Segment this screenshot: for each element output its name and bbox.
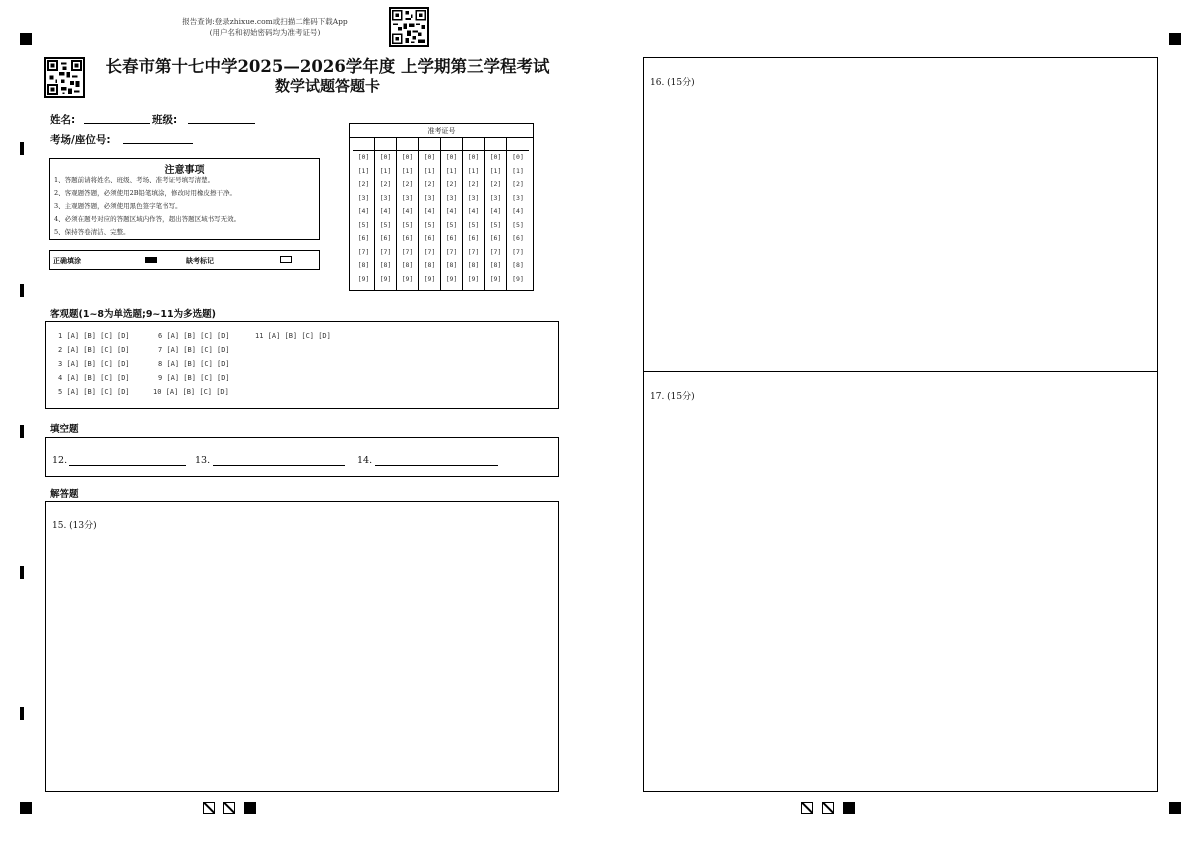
admission-digit-bubble[interactable]: [7] (423, 247, 436, 256)
admission-digit-column (463, 138, 485, 290)
side-timing-mark (20, 707, 24, 720)
objective-answer-box (45, 321, 559, 409)
admission-digit-bubble[interactable]: [5] (423, 220, 436, 229)
name-label: 姓名: (50, 114, 76, 126)
admission-digit-bubble[interactable]: [4] (401, 207, 414, 215)
admission-digit-bubble[interactable]: [5] (467, 220, 480, 229)
choice-question-10[interactable]: 10 [A] [B] [C] [D] (153, 388, 229, 396)
notice-item: 3、主观题答题，必须使用黑色签字笔书写。 (54, 202, 182, 210)
correct-fill-label: 正确填涂 (53, 257, 81, 265)
admission-digit-bubble[interactable]: [7] (357, 247, 370, 256)
admission-digit-bubble[interactable]: [9] (379, 274, 392, 283)
admission-digit-bubble[interactable]: [7] (467, 247, 480, 256)
side-timing-mark (20, 142, 24, 155)
question-13-label: 13. (195, 455, 211, 466)
choice-question-3[interactable]: 3 [A] [B] [C] [D] (58, 360, 130, 368)
page-title: 长春市第十七中学2025—2026学年度 上学期第三学程考试 (105, 57, 550, 76)
admission-digit-bubble[interactable]: [9] (489, 274, 502, 283)
admission-digit-bubble[interactable]: [0] (489, 153, 502, 161)
admission-digit-write-box[interactable] (353, 138, 374, 151)
qr-code-icon (44, 57, 85, 98)
admission-digit-bubble[interactable]: [5] (489, 220, 502, 229)
page-code-solid-icon (843, 802, 855, 814)
absent-mark-box[interactable] (280, 256, 292, 263)
choice-question-4[interactable]: 4 [A] [B] [C] [D] (58, 374, 130, 382)
notice-item: 2、客观题答题，必须使用2B铅笔填涂，修改时用橡皮擦干净。 (54, 189, 237, 197)
admission-digit-bubble[interactable]: [5] (512, 220, 524, 229)
admission-digit-bubble[interactable]: [0] (357, 153, 370, 161)
admission-digit-bubble[interactable]: [8] (423, 261, 436, 269)
admission-digit-column (375, 138, 397, 290)
admission-digit-bubble[interactable]: [4] (445, 207, 458, 215)
choice-question-11[interactable]: 11 [A] [B] [C] [D] (255, 332, 331, 340)
admission-digit-column (507, 138, 529, 290)
fill-legend (49, 250, 320, 270)
admission-digit-bubble[interactable]: [8] (445, 261, 458, 269)
corner-mark-top-left (20, 33, 32, 45)
qr-code-icon (389, 7, 429, 47)
page-code-solid-icon (244, 802, 256, 814)
choice-question-8[interactable]: 8 [A] [B] [C] [D] (158, 360, 230, 368)
choice-question-6[interactable]: 6 [A] [B] [C] [D] (158, 332, 230, 340)
class-label: 班级: (152, 114, 178, 126)
corner-mark-bottom-left (20, 802, 32, 814)
admission-digit-bubble[interactable]: [4] (467, 207, 480, 215)
admission-digit-bubble[interactable]: [3] (423, 193, 436, 202)
admission-digit-bubble[interactable]: [8] (467, 261, 480, 269)
question-15-label: 15. (13分) (52, 521, 97, 531)
choice-question-5[interactable]: 5 [A] [B] [C] [D] (58, 388, 130, 396)
report-info-line2: (用户名和初始密码均为准考证号) (209, 28, 321, 37)
admission-digit-bubble[interactable]: [6] (489, 234, 502, 242)
admission-digit-bubble[interactable]: [2] (423, 180, 436, 188)
page-code-slash-icon (801, 802, 813, 814)
admission-digit-bubble[interactable]: [1] (423, 166, 436, 175)
admission-digit-bubble[interactable]: [9] (467, 274, 480, 283)
admission-digit-bubble[interactable]: [0] (423, 153, 436, 161)
admission-digit-bubble[interactable]: [1] (379, 166, 392, 175)
admission-digit-bubble[interactable]: [2] (445, 180, 458, 188)
question-14-label: 14. (357, 455, 373, 466)
admission-digit-bubble[interactable]: [0] (512, 153, 524, 161)
admission-digit-bubble[interactable]: [0] (401, 153, 414, 161)
question-16-answer-area[interactable] (644, 58, 1157, 370)
question-13-blank[interactable] (213, 465, 345, 466)
admission-digit-bubble[interactable]: [9] (445, 274, 458, 283)
side-timing-mark (20, 566, 24, 579)
admission-digit-bubble[interactable]: [8] (357, 261, 370, 269)
admission-digit-write-box[interactable] (419, 138, 440, 151)
admission-digit-bubble[interactable]: [9] (512, 274, 524, 283)
admission-digit-bubble[interactable]: [6] (423, 234, 436, 242)
admission-digit-column (353, 138, 375, 290)
admission-digit-bubble[interactable]: [4] (512, 207, 524, 215)
admission-digit-bubble[interactable]: [5] (401, 220, 414, 229)
choice-question-7[interactable]: 7 [A] [B] [C] [D] (158, 346, 230, 354)
admission-digit-bubble[interactable]: [4] (357, 207, 370, 215)
admission-digit-bubble[interactable]: [6] (512, 234, 524, 242)
page-code-slash-icon (203, 802, 215, 814)
side-timing-mark (20, 284, 24, 297)
notice-item: 1、答题前请将姓名、班级、考场、准考证号填写清楚。 (54, 176, 215, 184)
corner-mark-bottom-right (1169, 802, 1181, 814)
corner-mark-top-right (1169, 33, 1181, 45)
admission-digit-bubble[interactable]: [4] (489, 207, 502, 215)
question-14-blank[interactable] (375, 465, 498, 466)
notice-item: 5、保持答卷清洁、完整。 (54, 228, 130, 236)
admission-digit-write-box[interactable] (375, 138, 396, 151)
question-17-label: 17. (15分) (650, 392, 695, 402)
admission-digit-bubble[interactable]: [7] (379, 247, 392, 256)
admission-digit-column (419, 138, 441, 290)
report-info (150, 16, 380, 38)
admission-digit-bubble[interactable]: [7] (445, 247, 458, 256)
admission-digit-bubble[interactable]: [5] (357, 220, 370, 229)
admission-digit-bubble[interactable]: [8] (489, 261, 502, 269)
question-12-blank[interactable] (69, 465, 186, 466)
admission-title: 准考证号 (350, 124, 533, 138)
admission-digit-bubble[interactable]: [0] (467, 153, 480, 161)
admission-digit-bubble[interactable]: [9] (401, 274, 414, 283)
admission-digit-bubble[interactable]: [3] (401, 193, 414, 202)
admission-digit-bubble[interactable]: [3] (512, 193, 524, 202)
side-timing-mark (20, 425, 24, 438)
objective-section-label: 客观题(1~8为单选题;9~11为多选题) (50, 309, 216, 320)
notice-item: 4、必须在题号对应的答题区域内作答，超出答题区域书写无效。 (54, 215, 241, 223)
question-12-label: 12. (52, 455, 68, 466)
admission-digit-column (441, 138, 463, 290)
admission-digit-bubble[interactable]: [2] (467, 180, 480, 188)
admission-digit-bubble[interactable]: [5] (445, 220, 458, 229)
admission-digit-bubble[interactable]: [1] (445, 166, 458, 175)
admission-digit-bubble[interactable]: [3] (467, 193, 480, 202)
admission-digit-bubble[interactable]: [7] (512, 247, 524, 256)
choice-question-9[interactable]: 9 [A] [B] [C] [D] (158, 374, 230, 382)
admission-digit-bubble[interactable]: [0] (379, 153, 392, 161)
admission-digit-bubble[interactable]: [3] (379, 193, 392, 202)
admission-digit-bubble[interactable]: [7] (489, 247, 502, 256)
admission-digit-bubble[interactable]: [9] (357, 274, 370, 283)
admission-digit-bubble[interactable]: [2] (357, 180, 370, 188)
question-16-label: 16. (15分) (650, 78, 695, 88)
admission-digit-bubble[interactable]: [1] (401, 166, 414, 175)
admission-digit-bubble[interactable]: [1] (467, 166, 480, 175)
admission-digit-bubble[interactable]: [8] (401, 261, 414, 269)
admission-digit-bubble[interactable]: [6] (379, 234, 392, 242)
admission-digit-bubble[interactable]: [6] (401, 234, 414, 242)
admission-digit-bubble[interactable]: [3] (445, 193, 458, 202)
question-17-answer-area[interactable] (644, 372, 1157, 791)
page-subtitle: 数学试题答题卡 (274, 77, 380, 95)
admission-digit-bubble[interactable]: [4] (423, 207, 436, 215)
choice-question-1[interactable]: 1 [A] [B] [C] [D] (58, 332, 130, 340)
admission-digit-write-box[interactable] (441, 138, 462, 151)
seat-field[interactable] (123, 143, 193, 144)
admission-digit-bubble[interactable]: [4] (379, 207, 392, 215)
class-field[interactable] (188, 123, 255, 124)
admission-digit-bubble[interactable]: [1] (357, 166, 370, 175)
admission-digit-bubble[interactable]: [3] (357, 193, 370, 202)
notice-list (54, 174, 240, 239)
page-code-slash-icon (822, 802, 834, 814)
admission-digit-write-box[interactable] (463, 138, 484, 151)
name-field[interactable] (84, 123, 150, 124)
notice-title: 注意事项 (164, 165, 205, 176)
fill-in-answer-box (45, 437, 559, 477)
absent-mark-label: 缺考标记 (186, 257, 214, 265)
admission-digit-bubble[interactable]: [1] (489, 166, 502, 175)
admission-digit-bubble[interactable]: [8] (379, 261, 392, 269)
fill-in-section-label: 填空题 (50, 424, 79, 435)
correct-fill-sample (145, 257, 157, 263)
admission-digit-bubble[interactable]: [8] (512, 261, 524, 269)
admission-digit-bubble[interactable]: [5] (379, 220, 392, 229)
admission-digit-bubble[interactable]: [2] (489, 180, 502, 188)
admission-digit-write-box[interactable] (397, 138, 418, 151)
admission-digit-column (485, 138, 507, 290)
notice-box (49, 158, 320, 240)
question-15-answer-area[interactable] (45, 501, 559, 792)
admission-digit-write-box[interactable] (485, 138, 506, 151)
admission-digit-bubble[interactable]: [6] (445, 234, 458, 242)
admission-digit-bubble[interactable]: [6] (357, 234, 370, 242)
admission-digit-bubble[interactable]: [0] (445, 153, 458, 161)
admission-digit-bubble[interactable]: [9] (423, 274, 436, 283)
choice-question-2[interactable]: 2 [A] [B] [C] [D] (58, 346, 130, 354)
answer-section-label: 解答题 (50, 489, 79, 500)
admission-digit-bubble[interactable]: [2] (512, 180, 524, 188)
admission-number-grid (349, 123, 534, 291)
admission-digit-bubble[interactable]: [6] (467, 234, 480, 242)
admission-digit-bubble[interactable]: [1] (512, 166, 524, 175)
admission-digit-bubble[interactable]: [2] (401, 180, 414, 188)
report-info-line1: 报告查询:登录zhixue.com或扫描二维码下载App (182, 17, 348, 26)
admission-digit-write-box[interactable] (507, 138, 529, 151)
seat-label: 考场/座位号: (50, 134, 111, 146)
admission-digit-bubble[interactable]: [7] (401, 247, 414, 256)
admission-digit-bubble[interactable]: [3] (489, 193, 502, 202)
admission-digit-bubble[interactable]: [2] (379, 180, 392, 188)
admission-digit-column (397, 138, 419, 290)
page-code-slash-icon (223, 802, 235, 814)
